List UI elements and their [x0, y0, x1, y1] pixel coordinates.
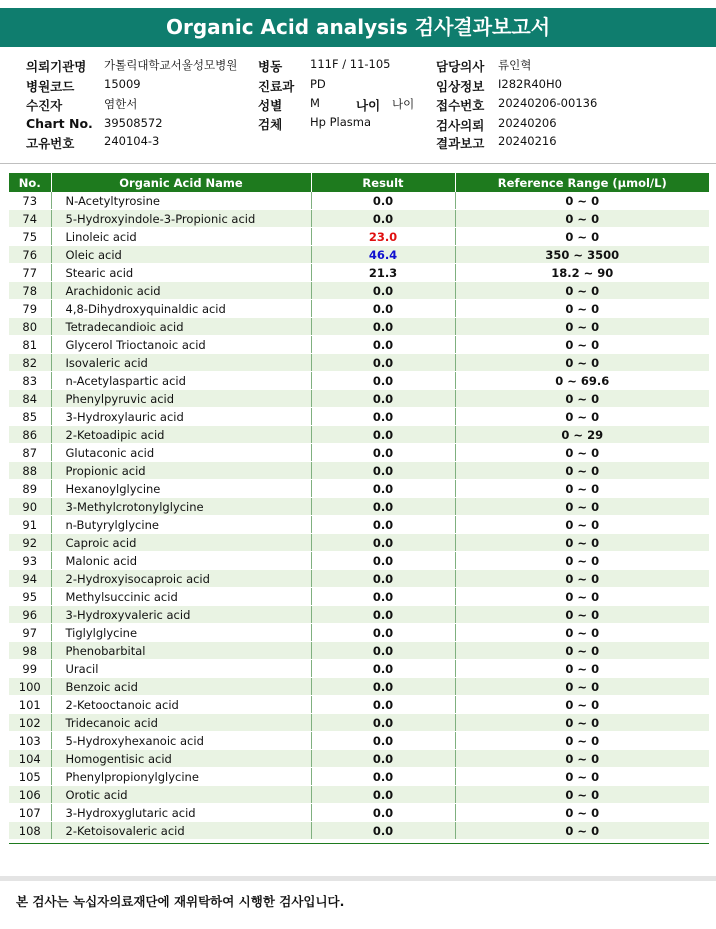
row-result: 0.0 [311, 372, 455, 390]
row-reference: 0 ~ 0 [455, 210, 709, 228]
row-no: 73 [9, 192, 51, 210]
row-name: Propionic acid [51, 462, 311, 480]
row-name: Homogentisic acid [51, 750, 311, 768]
row-name: 2-Ketoisovaleric acid [51, 822, 311, 840]
age-value: 나이 [392, 97, 415, 111]
row-reference: 0 ~ 29 [455, 426, 709, 444]
row-result: 0.0 [311, 516, 455, 534]
row-no: 78 [9, 282, 51, 300]
row-no: 104 [9, 750, 51, 768]
row-name: Methylsuccinic acid [51, 588, 311, 606]
footer-divider-band [0, 876, 716, 881]
table-body [9, 192, 709, 840]
row-name: Arachidonic acid [51, 282, 311, 300]
row-name: 4,8-Dihydroxyquinaldic acid [51, 300, 311, 318]
row-no: 107 [9, 804, 51, 822]
table-row [9, 426, 709, 444]
report-date-label: 결과보고 [436, 136, 485, 151]
row-no: 94 [9, 570, 51, 588]
row-reference: 0 ~ 69.6 [455, 372, 709, 390]
row-reference: 0 ~ 0 [455, 354, 709, 372]
row-result: 0.0 [311, 696, 455, 714]
table-row [9, 822, 709, 840]
row-reference: 0 ~ 0 [455, 300, 709, 318]
row-result: 0.0 [311, 786, 455, 804]
row-name: n-Butyrylglycine [51, 516, 311, 534]
row-reference: 0 ~ 0 [455, 534, 709, 552]
row-name: Isovaleric acid [51, 354, 311, 372]
table-row [9, 408, 709, 426]
table-row [9, 714, 709, 732]
doctor-value: 류인혁 [498, 58, 532, 72]
row-result: 0.0 [311, 498, 455, 516]
row-name: Phenylpyruvic acid [51, 390, 311, 408]
row-result: 0.0 [311, 390, 455, 408]
table-row [9, 534, 709, 552]
row-no: 79 [9, 300, 51, 318]
header-result: Result [311, 173, 455, 192]
row-name: Tetradecandioic acid [51, 318, 311, 336]
table-row [9, 444, 709, 462]
header-no: No. [9, 173, 51, 192]
row-result: 0.0 [311, 534, 455, 552]
table-row [9, 318, 709, 336]
sex-label: 성별 [258, 98, 283, 113]
table-row [9, 192, 709, 210]
row-reference: 0 ~ 0 [455, 768, 709, 786]
row-no: 99 [9, 660, 51, 678]
row-result: 0.0 [311, 660, 455, 678]
row-result: 0.0 [311, 408, 455, 426]
row-no: 74 [9, 210, 51, 228]
row-result: 0.0 [311, 750, 455, 768]
row-result: 0.0 [311, 300, 455, 318]
header-reference: Reference Range (μmol/L) [455, 173, 709, 192]
row-name: Orotic acid [51, 786, 311, 804]
row-reference: 0 ~ 0 [455, 516, 709, 534]
row-no: 106 [9, 786, 51, 804]
row-reference: 0 ~ 0 [455, 588, 709, 606]
row-reference: 0 ~ 0 [455, 408, 709, 426]
institution-label: 의뢰기관명 [26, 59, 87, 74]
row-no: 81 [9, 336, 51, 354]
row-result: 23.0 [311, 228, 455, 246]
row-reference: 0 ~ 0 [455, 804, 709, 822]
row-result: 0.0 [311, 570, 455, 588]
row-reference: 350 ~ 3500 [455, 246, 709, 264]
specimen-value: Hp Plasma [310, 115, 372, 129]
unique-label: 고유번호 [26, 136, 75, 151]
row-reference: 0 ~ 0 [455, 390, 709, 408]
sex-value: M [310, 96, 320, 110]
row-reference: 0 ~ 0 [455, 678, 709, 696]
row-name: Phenobarbital [51, 642, 311, 660]
row-reference: 0 ~ 0 [455, 714, 709, 732]
row-name: Phenylpropionylglycine [51, 768, 311, 786]
row-name: Hexanoylglycine [51, 480, 311, 498]
row-name: Uracil [51, 660, 311, 678]
receipt-label: 접수번호 [436, 98, 485, 113]
row-result: 0.0 [311, 282, 455, 300]
row-reference: 0 ~ 0 [455, 318, 709, 336]
table-bottom-border [9, 843, 709, 844]
row-reference: 0 ~ 0 [455, 444, 709, 462]
row-no: 84 [9, 390, 51, 408]
row-no: 98 [9, 642, 51, 660]
table-row [9, 282, 709, 300]
clinical-value: I282R40H0 [498, 77, 562, 91]
row-result: 0.0 [311, 768, 455, 786]
row-result: 0.0 [311, 480, 455, 498]
patient-label: 수진자 [26, 98, 63, 113]
row-name: Benzoic acid [51, 678, 311, 696]
report-date-value: 20240216 [498, 134, 557, 148]
row-no: 105 [9, 768, 51, 786]
table-row [9, 210, 709, 228]
row-reference: 0 ~ 0 [455, 822, 709, 840]
row-reference: 0 ~ 0 [455, 642, 709, 660]
row-no: 100 [9, 678, 51, 696]
row-name: 2-Ketoadipic acid [51, 426, 311, 444]
row-no: 103 [9, 732, 51, 750]
table-row [9, 642, 709, 660]
row-result: 0.0 [311, 624, 455, 642]
row-result: 0.0 [311, 552, 455, 570]
row-result: 0.0 [311, 336, 455, 354]
row-no: 90 [9, 498, 51, 516]
footer-note: 본 검사는 녹십자의료재단에 재위탁하여 시행한 검사입니다. [16, 894, 345, 909]
table-row [9, 570, 709, 588]
row-reference: 0 ~ 0 [455, 336, 709, 354]
row-result: 0.0 [311, 318, 455, 336]
table-row [9, 300, 709, 318]
row-reference: 0 ~ 0 [455, 624, 709, 642]
ward-label: 병동 [258, 59, 283, 74]
row-result: 46.4 [311, 246, 455, 264]
row-reference: 0 ~ 0 [455, 480, 709, 498]
table-row [9, 390, 709, 408]
table-row [9, 480, 709, 498]
row-reference: 0 ~ 0 [455, 192, 709, 210]
row-result: 0.0 [311, 192, 455, 210]
row-result: 0.0 [311, 732, 455, 750]
row-name: 3-Hydroxyglutaric acid [51, 804, 311, 822]
results-table [9, 173, 709, 840]
row-reference: 18.2 ~ 90 [455, 264, 709, 282]
institution-value: 가톨릭대학교서울성모병원 [104, 58, 238, 72]
row-no: 76 [9, 246, 51, 264]
table-header-row [9, 173, 709, 192]
age-label: 나이 [356, 98, 381, 113]
row-reference: 0 ~ 0 [455, 660, 709, 678]
ward-value: 111F / 11-105 [310, 57, 391, 71]
table-row [9, 606, 709, 624]
row-result: 0.0 [311, 714, 455, 732]
row-no: 88 [9, 462, 51, 480]
row-result: 0.0 [311, 804, 455, 822]
table-row [9, 372, 709, 390]
table-row [9, 660, 709, 678]
request-date-value: 20240206 [498, 116, 557, 130]
row-no: 87 [9, 444, 51, 462]
row-result: 0.0 [311, 822, 455, 840]
row-name: Stearic acid [51, 264, 311, 282]
row-result: 0.0 [311, 444, 455, 462]
row-no: 108 [9, 822, 51, 840]
row-reference: 0 ~ 0 [455, 462, 709, 480]
doctor-label: 담당의사 [436, 59, 485, 74]
table-row [9, 336, 709, 354]
table-row [9, 552, 709, 570]
hospital-code-value: 15009 [104, 77, 141, 91]
row-no: 102 [9, 714, 51, 732]
department-value: PD [310, 77, 326, 91]
row-result: 0.0 [311, 354, 455, 372]
row-name: 3-Hydroxylauric acid [51, 408, 311, 426]
row-result: 0.0 [311, 642, 455, 660]
row-no: 85 [9, 408, 51, 426]
table-row [9, 228, 709, 246]
row-name: 3-Methylcrotonylglycine [51, 498, 311, 516]
chart-value: 39508572 [104, 116, 163, 130]
table-row [9, 786, 709, 804]
row-no: 80 [9, 318, 51, 336]
table-row [9, 498, 709, 516]
row-result: 0.0 [311, 606, 455, 624]
row-result: 0.0 [311, 210, 455, 228]
table-row [9, 246, 709, 264]
receipt-value: 20240206-00136 [498, 96, 598, 110]
row-name: N-Acetyltyrosine [51, 192, 311, 210]
row-no: 77 [9, 264, 51, 282]
specimen-label: 검체 [258, 117, 283, 132]
row-name: 3-Hydroxyvaleric acid [51, 606, 311, 624]
hospital-code-label: 병원코드 [26, 79, 75, 94]
row-name: Malonic acid [51, 552, 311, 570]
report-title: Organic Acid analysis 검사결과보고서 [0, 8, 716, 47]
row-reference: 0 ~ 0 [455, 570, 709, 588]
row-no: 95 [9, 588, 51, 606]
row-no: 75 [9, 228, 51, 246]
row-name: Linoleic acid [51, 228, 311, 246]
row-name: Tiglylglycine [51, 624, 311, 642]
row-name: Glutaconic acid [51, 444, 311, 462]
header-divider [0, 163, 716, 164]
department-label: 진료과 [258, 79, 295, 94]
row-reference: 0 ~ 0 [455, 498, 709, 516]
row-result: 0.0 [311, 588, 455, 606]
table-row [9, 354, 709, 372]
patient-info [0, 53, 716, 153]
patient-value: 염한서 [104, 97, 138, 111]
table-row [9, 732, 709, 750]
row-result: 0.0 [311, 462, 455, 480]
table-row [9, 624, 709, 642]
table-row [9, 678, 709, 696]
row-name: 2-Hydroxyisocaproic acid [51, 570, 311, 588]
unique-value: 240104-3 [104, 134, 160, 148]
row-reference: 0 ~ 0 [455, 606, 709, 624]
table-row [9, 588, 709, 606]
row-no: 91 [9, 516, 51, 534]
row-name: Glycerol Trioctanoic acid [51, 336, 311, 354]
row-no: 93 [9, 552, 51, 570]
header-name: Organic Acid Name [51, 173, 311, 192]
request-date-label: 검사의뢰 [436, 118, 485, 133]
row-no: 82 [9, 354, 51, 372]
row-reference: 0 ~ 0 [455, 696, 709, 714]
row-no: 101 [9, 696, 51, 714]
table-row [9, 804, 709, 822]
row-reference: 0 ~ 0 [455, 552, 709, 570]
row-name: 5-Hydroxyindole-3-Propionic acid [51, 210, 311, 228]
row-no: 86 [9, 426, 51, 444]
table-row [9, 462, 709, 480]
row-result: 0.0 [311, 426, 455, 444]
chart-label: Chart No. [26, 116, 93, 131]
row-reference: 0 ~ 0 [455, 786, 709, 804]
clinical-label: 임상정보 [436, 79, 485, 94]
table-row [9, 750, 709, 768]
row-name: Oleic acid [51, 246, 311, 264]
table-row [9, 264, 709, 282]
table-row [9, 696, 709, 714]
row-no: 83 [9, 372, 51, 390]
row-no: 96 [9, 606, 51, 624]
row-result: 21.3 [311, 264, 455, 282]
row-reference: 0 ~ 0 [455, 282, 709, 300]
row-reference: 0 ~ 0 [455, 228, 709, 246]
row-result: 0.0 [311, 678, 455, 696]
row-reference: 0 ~ 0 [455, 732, 709, 750]
table-row [9, 768, 709, 786]
row-no: 92 [9, 534, 51, 552]
row-name: Caproic acid [51, 534, 311, 552]
row-name: 2-Ketooctanoic acid [51, 696, 311, 714]
table-row [9, 516, 709, 534]
results-table-container [9, 173, 709, 840]
row-reference: 0 ~ 0 [455, 750, 709, 768]
row-no: 97 [9, 624, 51, 642]
row-no: 89 [9, 480, 51, 498]
row-name: n-Acetylaspartic acid [51, 372, 311, 390]
row-name: 5-Hydroxyhexanoic acid [51, 732, 311, 750]
row-name: Tridecanoic acid [51, 714, 311, 732]
